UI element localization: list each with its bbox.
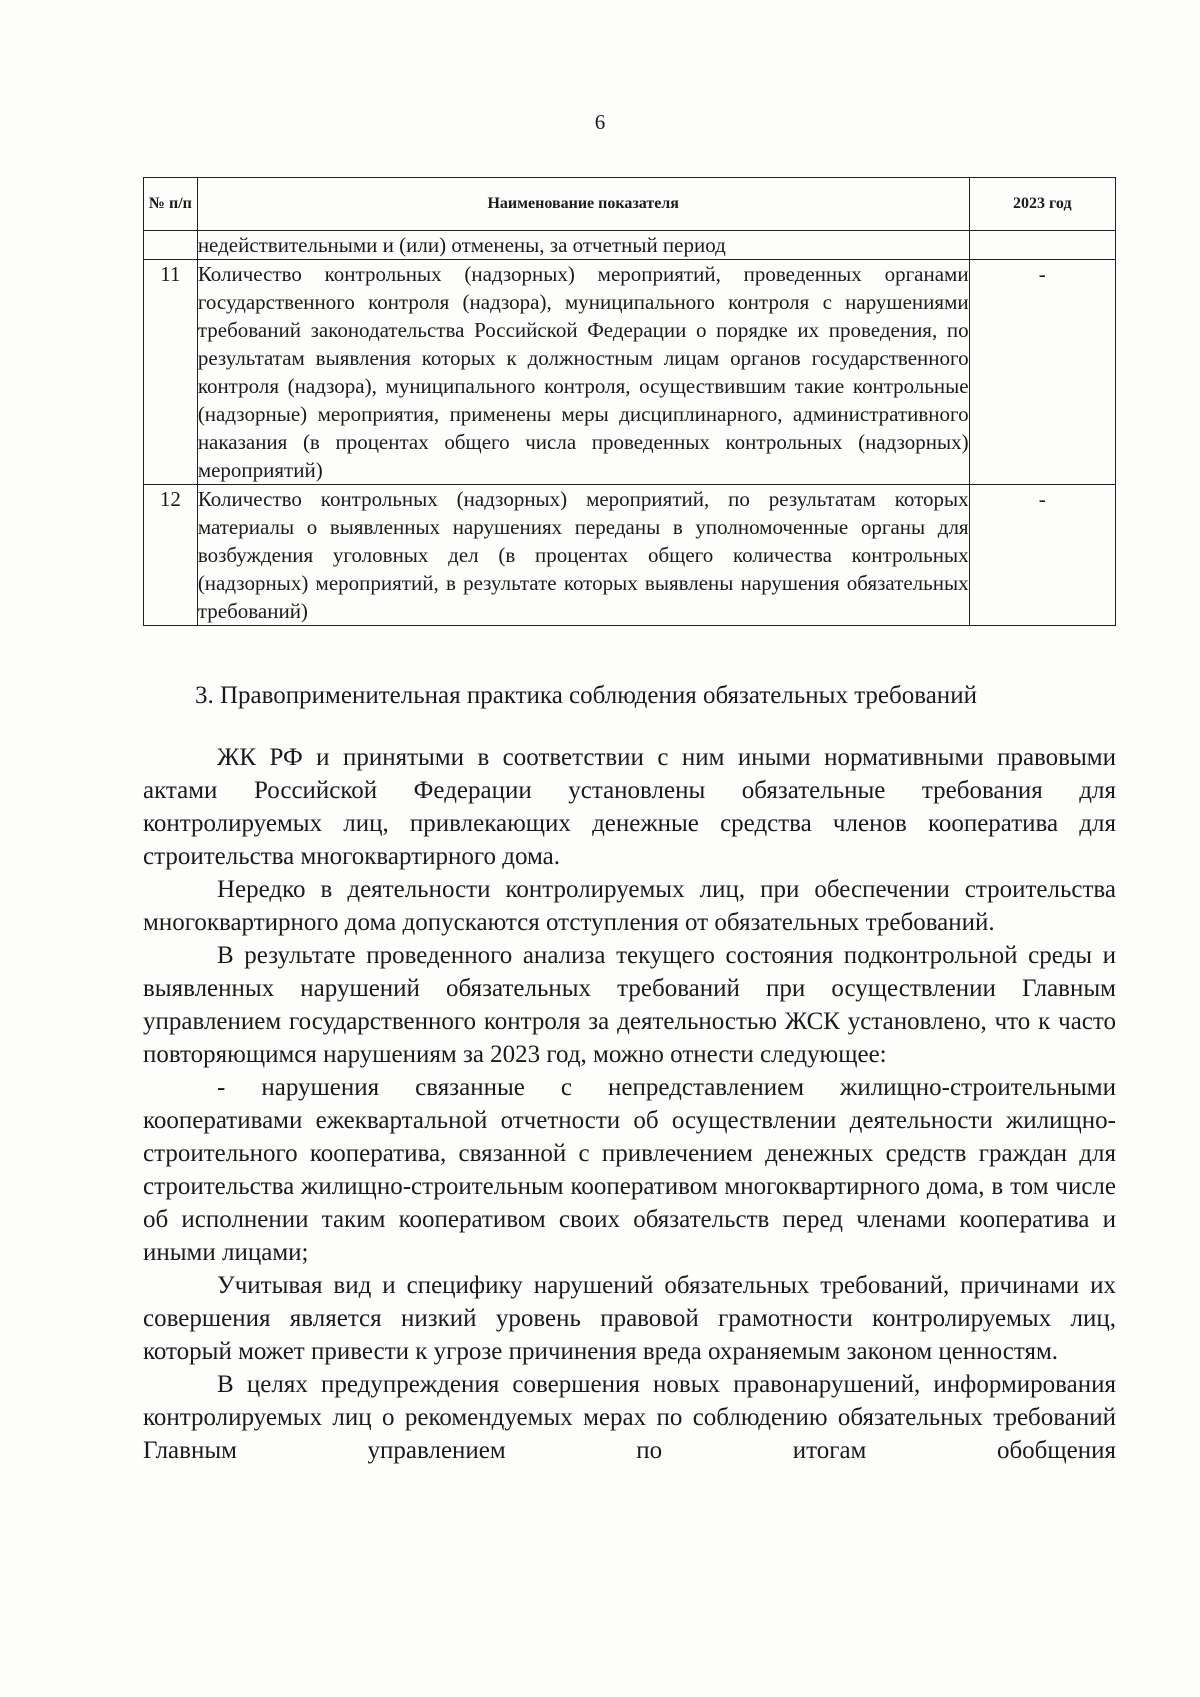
row-value: - (969, 485, 1115, 626)
section-heading: 3. Правоприменительная практика соблюдения обязательных требований (195, 682, 977, 709)
paragraph: - нарушения связанные с непредставлением жилищно-строительными кооперативами ежеквартальной отчетности об осуществлении деятельности жилищно-строительного кооператива, связанной с привлечением денежных средств граждан для строительства жилищно-строительным кооперативом многоквартирного дома, в том числе об исполнении таким кооперативом своих обязательств перед членами кооператива и иными лицами; (143, 1074, 1116, 1266)
table-row (144, 231, 1116, 260)
header-number: № п/п (144, 178, 198, 231)
row-value: - (969, 260, 1115, 485)
paragraph: В целях предупреждения совершения новых правонарушений, информирования контролируемых лиц о рекомендуемых мерах по соблюдению обязательных требований Главным управлением по итогам обобщения (143, 1371, 1116, 1464)
section-body (143, 741, 1116, 1467)
row-indicator-name: Количество контрольных (надзорных) мероприятий, по результатам которых материалы о выявленных нарушениях переданы в уполномоченные органы для возбуждения уголовных дел (в процентах общего количества контрольных (надзорных) мероприятий, в результате которых выявлены нарушения обязательных требований) (197, 485, 969, 626)
row-number: 12 (144, 485, 198, 626)
paragraph: Нередко в деятельности контролируемых лиц, при обеспечении строительства многоквартирного дома допускаются отступления от обязательных требований. (143, 876, 1116, 936)
header-year: 2023 год (969, 178, 1115, 231)
paragraph: В результате проведенного анализа текущего состояния подконтрольной среды и выявленных нарушений обязательных требований при осуществлении Главным управлением государственного контроля за деятельностью ЖСК установлено, что к часто повторяющимся нарушениям за 2023 год, можно отнести следующее: (143, 942, 1116, 1068)
table-header-row (144, 178, 1116, 231)
page-number: 6 (594, 110, 606, 134)
header-name: Наименование показателя (197, 178, 969, 231)
paragraph: ЖК РФ и принятыми в соответствии с ним иными нормативными правовыми актами Российской Федерации установлены обязательные требования для контролируемых лиц, привлекающих денежные средства членов кооператива для строительства многоквартирного дома. (143, 744, 1116, 870)
table-row (144, 260, 1116, 485)
row-number: 11 (144, 260, 198, 485)
row-indicator-name: Количество контрольных (надзорных) мероприятий, проведенных органами государственного контроля (надзора), муниципального контроля с нарушениями требований законодательства Российской Федерации о порядке их проведения, по результатам выявления которых к должностным лицам органов государственного контроля (надзора), муниципального контроля, осуществившим такие контрольные (надзорные) мероприятия, применены меры дисциплинарного, административного наказания (в процентах общего числа проведенных контрольных (надзорных) мероприятий) (197, 260, 969, 485)
paragraph: Учитывая вид и специфику нарушений обязательных требований, причинами их совершения является низкий уровень правовой грамотности контролируемых лиц, который может привести к угрозе причинения вреда охраняемым законом ценностям. (143, 1272, 1116, 1365)
row-indicator-name: недействительными и (или) отменены, за отчетный период (197, 231, 969, 260)
indicators-table (143, 177, 1116, 626)
table-row (144, 485, 1116, 626)
row-number (144, 231, 198, 260)
row-value (969, 231, 1115, 260)
